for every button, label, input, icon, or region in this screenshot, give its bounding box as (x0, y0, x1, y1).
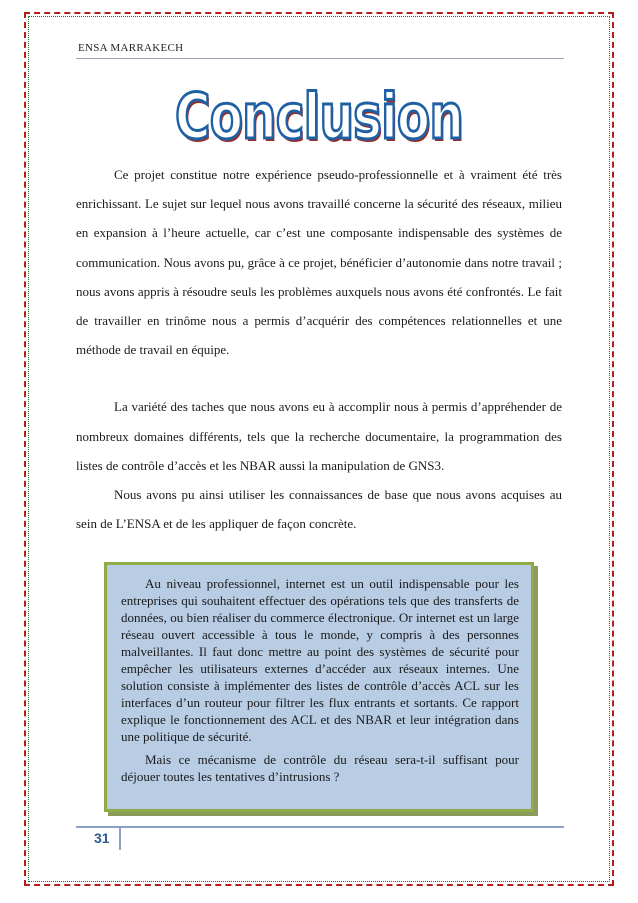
page-number: 31 (94, 830, 110, 846)
footer-separator (119, 826, 121, 850)
page-title: Conclusion (174, 80, 464, 153)
body-text (76, 160, 562, 538)
summary-callout-box (104, 562, 534, 812)
footer-rule (76, 826, 564, 828)
paragraph-ensa-knowledge: Nous avons pu ainsi utiliser les connaissances de base que nous avons acquises au sein de L’ENSA et de les appliquer de façon concrète. (76, 487, 562, 532)
header-rule (76, 58, 564, 59)
callout-paragraph-question: Mais ce mécanisme de contrôle du réseau sera-t-il suffisant pour déjouer toutes les tentatives d’intrusions ? (121, 752, 519, 784)
paragraph-tasks-variety: La variété des taches que nous avons eu à accomplir nous à permis d’appréhender de nombreux domaines différents, tels que la recherche documentaire, la programmation des listes de contrôle d’accès et les NBAR aussi la manipulation de GNS3. (76, 399, 562, 473)
running-header: ENSA MARRAKECH (78, 42, 184, 54)
paragraph-gap (76, 364, 562, 392)
paragraph-project-experience: Ce projet constitue notre expérience pseudo-professionnelle et à vraiment été très enrichissant. Le sujet sur lequel nous avons travaillé concerne la sécurité des réseaux, milieu en expansion à l’heure actuelle, car c’est une composante indispensable des systèmes de communication. Nous avons pu, grâce à ce projet, bénéficier d’autonomie dans notre travail ; nous avons appris à résoudre seuls les problèmes auxquels nous avons été confrontés. Le fait de travailler en trinôme nous a permis d’acquérir des compétences relationnelles et une méthode de travail en équipe. (76, 167, 562, 358)
callout-paragraph-professional: Au niveau professionnel, internet est un outil indispensable pour les entreprises qui souhaitent effectuer des opérations tels que des transferts de données, ou bien réaliser du commerce électronique. Or internet est un large réseau ouvert accessible à tous le monde, y compris à des personnes malveillantes. Il faut donc mettre au point des systèmes de sécurité pour empêcher les utilisateurs externes d’accéder aux réseaux internes. Une solution consiste à implémenter des listes de contrôle d’accès ACL sur les interfaces d’un routeur pour filtrer les flux entrants et sortants. Ce rapport explique le fonctionnement des ACL et des NBAR et leur intégration dans une politique de sécurité. (121, 576, 519, 744)
